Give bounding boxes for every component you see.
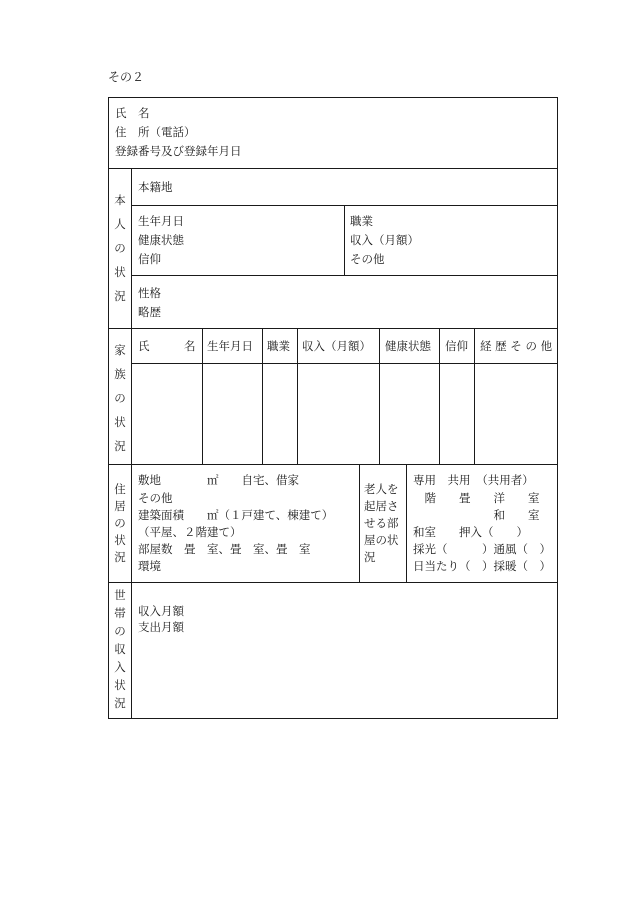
table-border-right xyxy=(557,97,558,719)
divider-honnin xyxy=(108,328,558,329)
birth-label: 生年月日 xyxy=(138,214,184,228)
divider-housing xyxy=(108,582,558,583)
divider-personal xyxy=(108,168,558,169)
household-income-label: 収入月額 xyxy=(138,604,184,618)
family-col-line xyxy=(202,328,203,464)
family-col-line xyxy=(439,328,440,464)
label-column-line xyxy=(131,168,132,719)
other-label: その他 xyxy=(350,252,385,266)
character-label: 性格 xyxy=(138,286,161,300)
housing-col-line xyxy=(359,464,360,582)
family-header-history: 経 歴 そ の 他 xyxy=(480,339,553,353)
housing-line: 部屋数 畳 室、畳 室、畳 室 xyxy=(138,542,311,556)
honseki-label: 本籍地 xyxy=(138,180,173,194)
household-expense-label: 支出月額 xyxy=(138,620,184,634)
page-heading: その２ xyxy=(108,70,145,84)
name-field-label: 氏 名 xyxy=(115,106,150,120)
table-border-top xyxy=(108,97,558,98)
family-col-line xyxy=(262,328,263,464)
family-header-job: 職業 xyxy=(267,339,290,353)
household-section-label: 世 帯 の 収 入 状 況 xyxy=(114,588,126,710)
registration-field-label: 登録番号及び登録年月日 xyxy=(115,144,242,158)
housing-line: 建築面積 ㎡（１戸建て、棟建て） xyxy=(138,508,334,522)
faith-label: 信仰 xyxy=(138,252,161,266)
housing-line: （平屋、２階建て） xyxy=(138,525,242,539)
room-line: 採光（ ）通風（ ） xyxy=(413,542,551,556)
family-col-line xyxy=(297,328,298,464)
housing-line: その他 xyxy=(138,491,173,505)
family-header-faith: 信仰 xyxy=(445,339,468,353)
family-col-line xyxy=(474,328,475,464)
housing-section-label: 住 居 の 状 況 xyxy=(114,482,126,564)
housing-line: 環境 xyxy=(138,559,161,573)
family-col-line xyxy=(379,328,380,464)
room-line: 日当たり（ ）採暖（ ） xyxy=(413,559,551,573)
health-label: 健康状態 xyxy=(138,233,184,247)
family-header-health: 健康状態 xyxy=(385,339,431,353)
history-label: 略歴 xyxy=(138,305,161,319)
divider-birth xyxy=(131,275,558,276)
birth-job-separator xyxy=(344,205,345,275)
room-line: 階 畳 洋 室 xyxy=(413,491,540,505)
honnin-section-label: 本 人 の 状 況 xyxy=(114,193,126,303)
address-field-label: 住 所（電話） xyxy=(115,125,196,139)
family-header-income: 収入（月額） xyxy=(302,339,371,353)
table-border-left xyxy=(108,97,109,719)
income-label: 収入（月額） xyxy=(350,233,419,247)
family-section-label: 家 族 の 状 況 xyxy=(114,343,126,453)
elder-room-label: 老人を 起居さ せる部 屋の状 況 xyxy=(364,482,399,564)
room-line: 和 室 xyxy=(413,508,540,522)
housing-col-line xyxy=(406,464,407,582)
family-header-name: 氏 名 xyxy=(138,339,196,353)
job-label: 職業 xyxy=(350,214,373,228)
room-line: 和室 押入（ ） xyxy=(413,525,528,539)
divider-family xyxy=(108,464,558,465)
room-line: 専用 共用 （共用者） xyxy=(413,473,534,487)
family-header-birth: 生年月日 xyxy=(207,339,253,353)
divider-family-header xyxy=(131,363,558,364)
housing-line: 敷地 ㎡ 自宅、借家 xyxy=(138,473,299,487)
table-border-bottom xyxy=(108,718,558,719)
